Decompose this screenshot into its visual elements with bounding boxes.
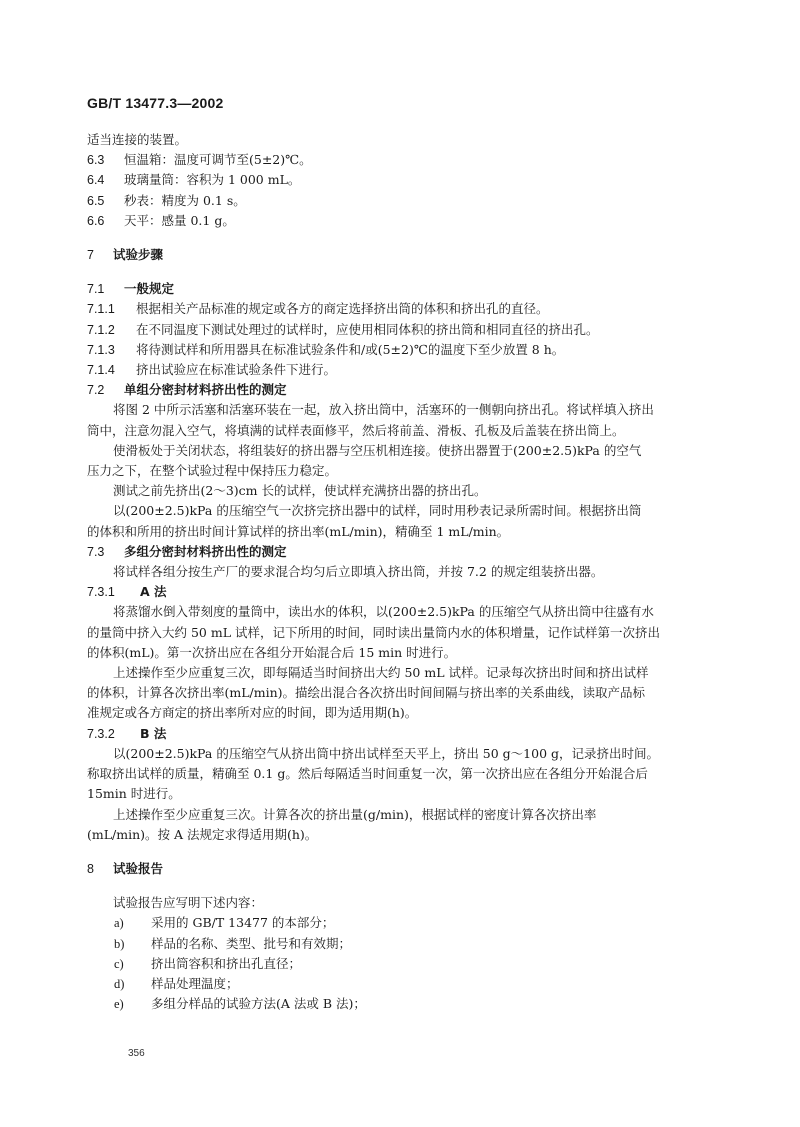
- section-number: 7.3.2: [87, 726, 115, 741]
- paragraph-line: 筒中，注意勿混入空气，将填满的试样表面修平，然后将前盖、滑板、孔板及后盖装在挤出筒上。: [87, 422, 625, 438]
- section-7-2-heading: [87, 380, 737, 400]
- standard-code-header: GB/T 13477.3—2002: [87, 95, 224, 111]
- paragraph-line: (mL/min)。按 A 法规定求得适用期(h)。: [87, 826, 318, 842]
- list-text: 样品处理温度；: [151, 975, 239, 991]
- clause-number: 6.6: [87, 213, 105, 228]
- clause-number: 7.1.2: [87, 322, 115, 337]
- paragraph-line: 的体积，计算各次挤出率(mL/min)。描绘出混合各次挤出时间间隔与挤出率的关系曲线，读取产品标: [87, 685, 646, 701]
- paragraph-line: 的体积(mL)。第一次挤出应在各组分开始混合后 15 min 时进行。: [87, 644, 457, 660]
- list-marker: c): [114, 956, 124, 971]
- paragraph-line: 准规定或各方商定的挤出率所对应的时间，即为适用期(h)。: [87, 705, 418, 721]
- section-title: 单组分密封材料挤出性的测定: [124, 382, 287, 398]
- report-item-e: [87, 994, 737, 1014]
- list-text: 挤出筒容积和挤出孔直径；: [151, 955, 302, 971]
- clause-text: 天平：感量 0.1 g。: [124, 212, 235, 228]
- section-title: 一般规定: [124, 281, 175, 297]
- report-item-a: [87, 913, 737, 933]
- paragraph-line: 将蒸馏水倒入带刻度的量筒中，读出水的体积，以(200±2.5)kPa 的压缩空气从挤出筒中往盛有水: [113, 604, 654, 620]
- paragraph-line: 的量筒中挤入大约 50 mL 试样，记下所用的时间，同时读出量筒内水的体积增量，记作试样第一次挤出: [87, 624, 660, 640]
- section-7-3-2-heading: [87, 724, 737, 744]
- clause-text: 恒温箱：温度可调节至(5±2)℃。: [124, 152, 312, 168]
- clause-6-4: [87, 170, 737, 190]
- clause-text: 玻璃量筒：容积为 1 000 mL。: [124, 172, 301, 188]
- continuation-text: 适当连接的装置。: [87, 132, 188, 147]
- report-item-d: [87, 974, 737, 994]
- clause-7-1-3: [87, 340, 737, 360]
- clause-6-3: [87, 150, 737, 170]
- paragraph-line: 上述操作至少应重复三次，即每隔适当时间挤出大约 50 mL 试样。记录每次挤出时间和挤出试样: [113, 665, 649, 681]
- section-number: 8: [87, 861, 94, 876]
- clause-text: 在不同温度下测试处理过的试样时，应使用相同体积的挤出筒和相同直径的挤出孔。: [136, 321, 599, 337]
- clause-text: 秒表：精度为 0.1 s。: [124, 192, 246, 208]
- clause-number: 6.4: [87, 173, 105, 188]
- paragraph-line: 的体积和所用的挤出时间计算试样的挤出率(mL/min)，精确至 1 mL/min。: [87, 523, 510, 539]
- list-marker: a): [114, 916, 124, 931]
- section-7-heading: [87, 245, 737, 265]
- list-text: 多组分样品的试验方法(A 法或 B 法)；: [151, 996, 366, 1012]
- list-marker: e): [114, 997, 124, 1012]
- clause-text: 将待测试样和所用器具在标准试验条件和/或(5±2)℃的温度下至少放置 8 h。: [136, 341, 565, 357]
- section-number: 7.3: [87, 544, 105, 559]
- clause-number: 6.5: [87, 193, 105, 208]
- report-intro: 试验报告应写明下述内容：: [113, 895, 264, 911]
- report-item-c: [87, 954, 737, 974]
- clause-number: 7.1.4: [87, 363, 115, 378]
- clause-number: 6.3: [87, 153, 105, 168]
- clause-6-6: [87, 211, 737, 231]
- clause-number: 7.1.1: [87, 302, 115, 317]
- list-text: 采用的 GB/T 13477 的本部分；: [151, 915, 335, 931]
- section-7-1-heading: [87, 279, 737, 299]
- paragraph-line: 将试样各组分按生产厂的要求混合均匀后立即填入挤出筒，并按 7.2 的规定组装挤出器。: [113, 564, 604, 580]
- section-title: 试验步骤: [113, 247, 164, 263]
- section-title: B 法: [140, 725, 167, 741]
- paragraph-line: 使滑板处于关闭状态，将组装好的挤出器与空压机相连接。使挤出器置于(200±2.5)kPa 的空气: [113, 442, 642, 458]
- clause-7-1-1: [87, 299, 737, 319]
- document-body: [87, 130, 737, 1014]
- section-8-heading: [87, 859, 737, 879]
- paragraph-line: 以(200±2.5)kPa 的压缩空气一次挤完挤出器中的试样，同时用秒表记录所需时间。根据挤出筒: [113, 503, 642, 519]
- report-item-b: [87, 934, 737, 954]
- section-number: 7.1: [87, 282, 105, 297]
- paragraph-line: 15min 时进行。: [87, 786, 181, 802]
- page-number: 356: [128, 1048, 145, 1059]
- paragraph-line: 将图 2 中所示活塞和活塞环装在一起，放入挤出筒中，活塞环的一侧朝向挤出孔。将试样填入挤出: [113, 402, 654, 418]
- section-7-3-1-heading: [87, 582, 737, 602]
- section-title: 多组分密封材料挤出性的测定: [124, 543, 287, 559]
- section-7-3-heading: [87, 542, 737, 562]
- section-title: A 法: [140, 584, 167, 600]
- clause-7-1-2: [87, 320, 737, 340]
- paragraph-line: 测试之前先挤出(2～3)cm 长的试样，使试样充满挤出器的挤出孔。: [113, 483, 487, 499]
- clause-text: 挤出试验应在标准试验条件下进行。: [136, 362, 337, 378]
- clause-text: 根据相关产品标准的规定或各方的商定选择挤出筒的体积和挤出孔的直径。: [136, 301, 549, 317]
- clause-6-5: [87, 191, 737, 211]
- section-number: 7.3.1: [87, 585, 115, 600]
- paragraph-line: 以(200±2.5)kPa 的压缩空气从挤出筒中挤出试样至天平上，挤出 50 g～100 g，记录挤出时间。: [113, 745, 660, 761]
- section-title: 试验报告: [113, 860, 164, 876]
- section-number: 7.2: [87, 383, 105, 398]
- list-marker: d): [114, 976, 125, 991]
- paragraph-line: 上述操作至少应重复三次。计算各次的挤出量(g/min)，根据试样的密度计算各次挤出率: [113, 806, 597, 822]
- paragraph-line: 称取挤出试样的质量，精确至 0.1 g。然后每隔适当时间重复一次，第一次挤出应在各组分开始混合后: [87, 766, 648, 782]
- list-text: 样品的名称、类型、批号和有效期；: [151, 935, 352, 951]
- paragraph-line: 压力之下，在整个试验过程中保持压力稳定。: [87, 463, 338, 479]
- clause-7-1-4: [87, 360, 737, 380]
- section-number: 7: [87, 248, 94, 263]
- clause-number: 7.1.3: [87, 342, 115, 357]
- list-marker: b): [114, 936, 125, 951]
